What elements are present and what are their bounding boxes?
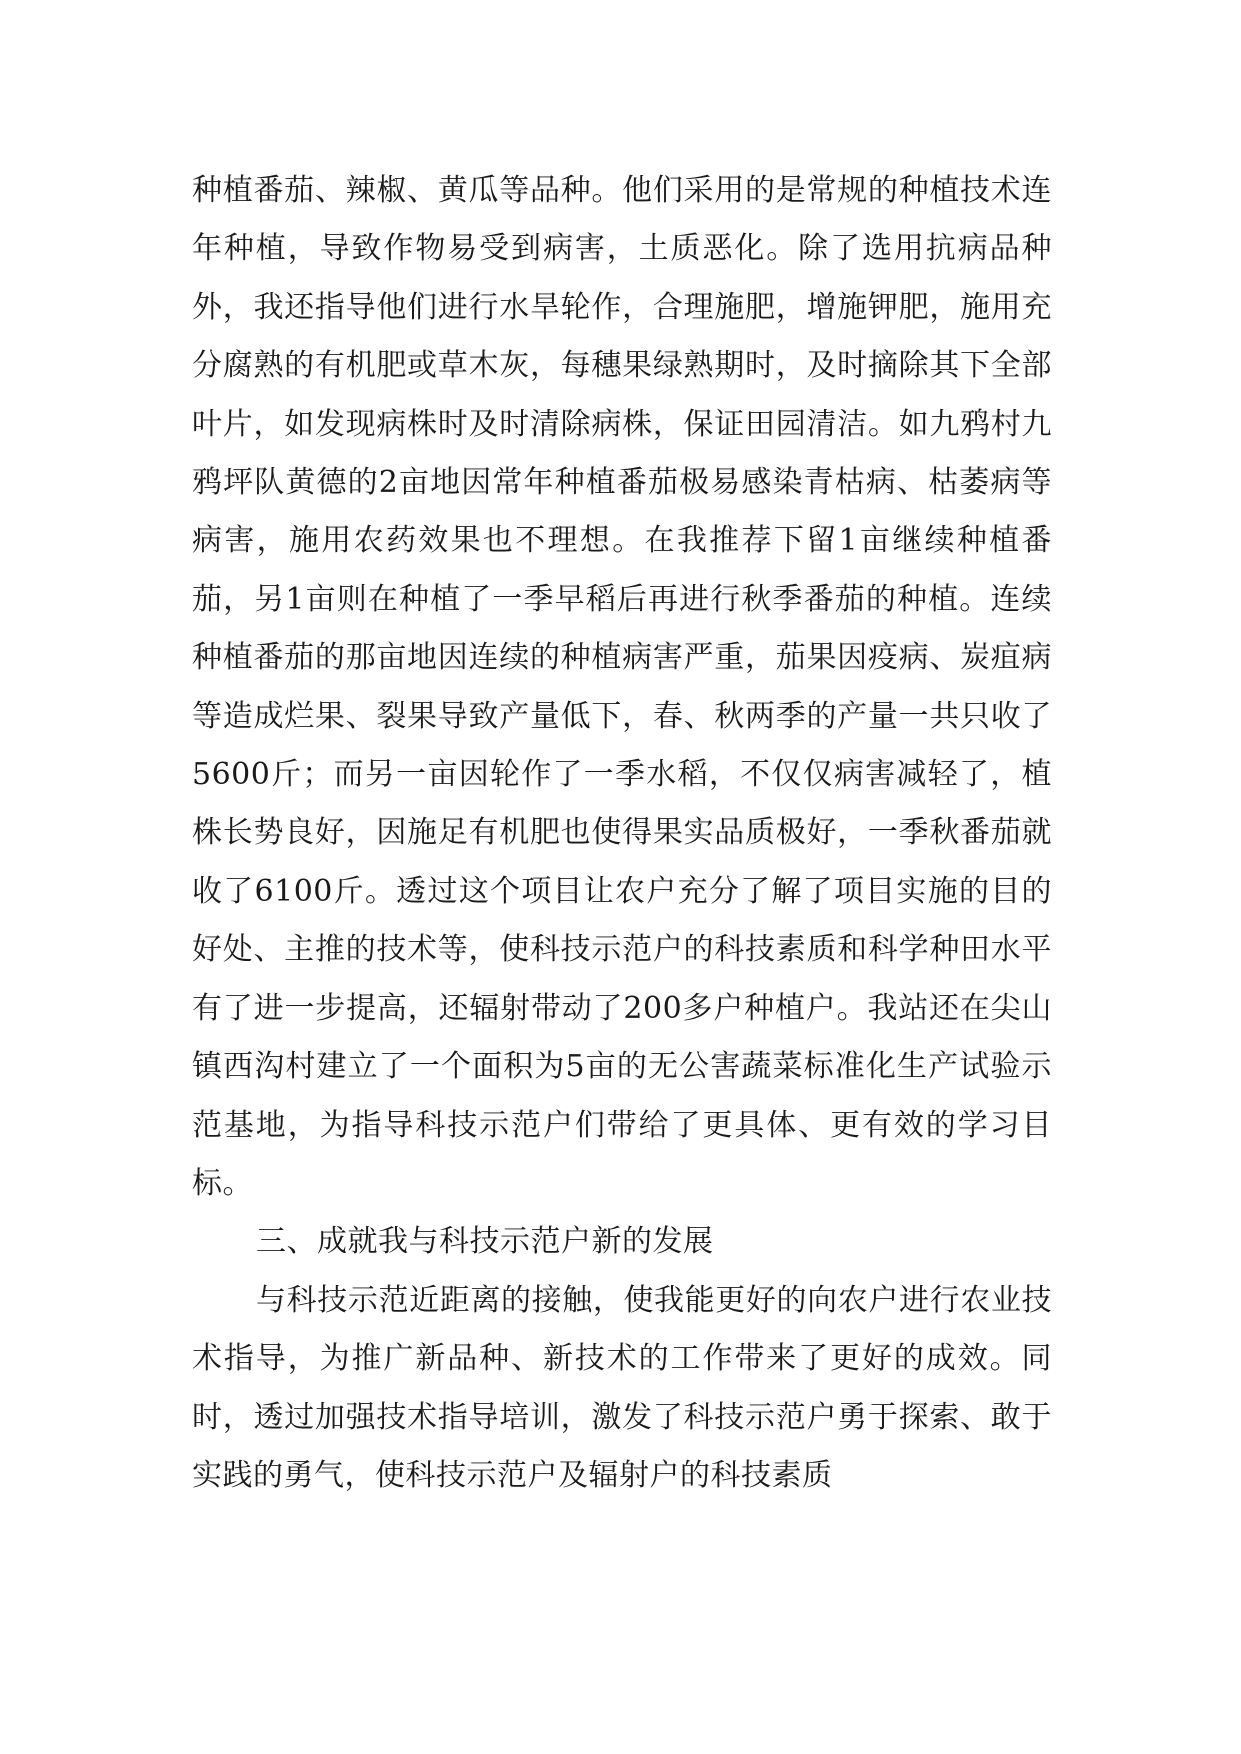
document-body: [192, 162, 1052, 1505]
paragraph-section-three: 与科技示范近距离的接触，使我能更好的向农户进行农业技术指导，为推广新品种、新技术的工作带来了更好的成效。同时，透过加强技术指导培训，激发了科技示范户勇于探索、敢于实践的勇气，使科技示范户及辐射户的科技素质: [192, 1282, 1052, 1493]
paragraph-continued-demonstration: 种植番茄、辣椒、黄瓜等品种。他们采用的是常规的种植技术连年种植，导致作物易受到病害，土质恶化。除了选用抗病品种外，我还指导他们进行水旱轮作，合理施肥，增施钾肥，施用充分腐熟的有机肥或草木灰，每穗果绿熟期时，及时摘除其下全部叶片，如发现病株时及时清除病株，保证田园清洁。如九鸦村九鸦坪队黄德的2亩地因常年种植番茄极易感染青枯病、枯萎病等病害，施用农药效果也不理想。在我推荐下留1亩继续种植番茄，另1亩则在种植了一季早稻后再进行秋季番茄的种植。连续种植番茄的那亩地因连续的种植病害严重，茄果因疫病、炭疽病等造成烂果、裂果导致产量低下，春、秋两季的产量一共只收了5600斤；而另一亩因轮作了一季水稻，不仅仅病害减轻了，植株长势良好，因施足有机肥也使得果实品质极好，一季秋番茄就收了6100斤。透过这个项目让农户充分了解了项目实施的目的好处、主推的技术等，使科技示范户的科技素质和科学种田水平有了进一步提高，还辐射带动了200多户种植户。我站还在尖山镇西沟村建立了一个面积为5亩的无公害蔬菜标准化生产试验示范基地，为指导科技示范户们带给了更具体、更有效的学习目标。: [192, 173, 1052, 1201]
section-heading-three: 三、成就我与科技示范户新的发展: [256, 1224, 714, 1260]
